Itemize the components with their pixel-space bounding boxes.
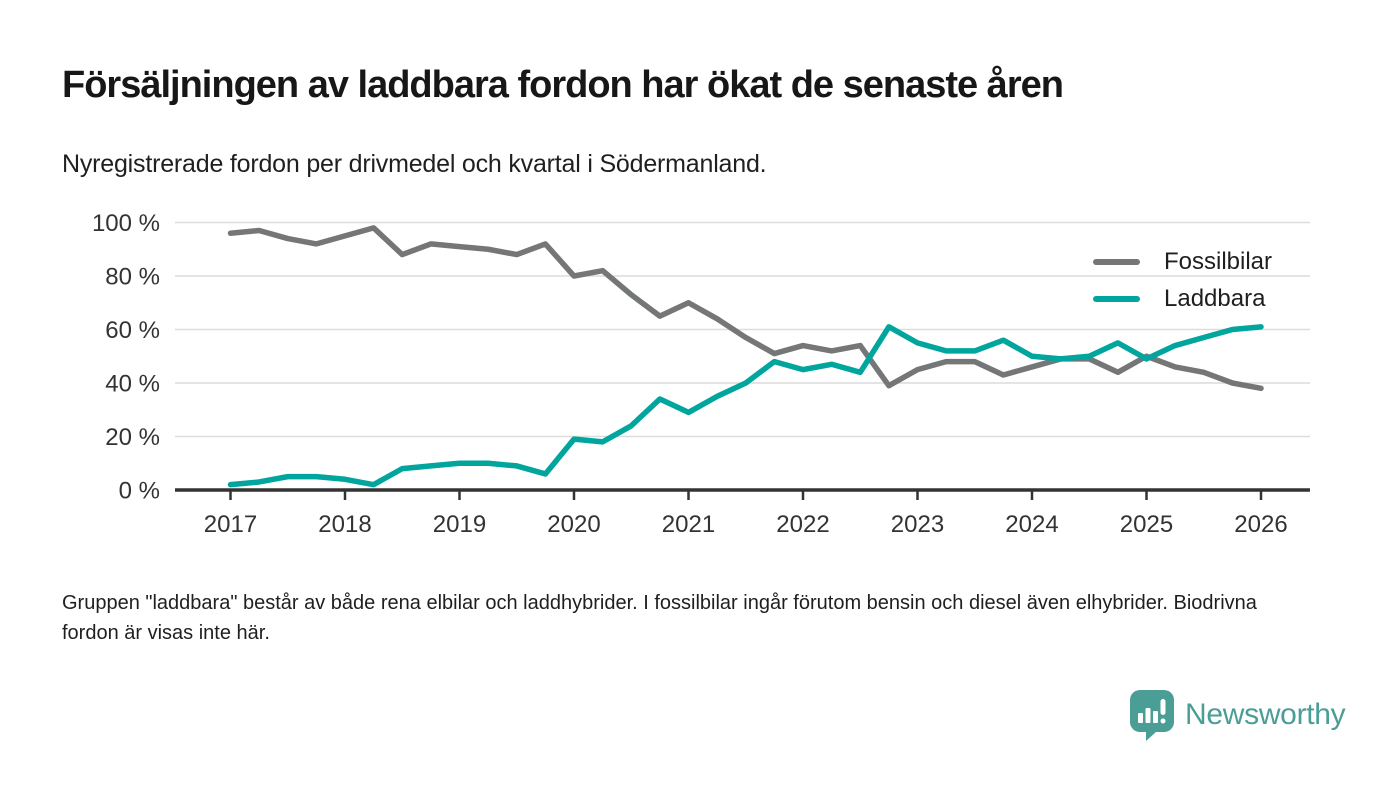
x-axis-label: 2026 <box>1234 511 1288 538</box>
legend-label-laddbara: Laddbara <box>1164 285 1266 312</box>
x-axis-label: 2022 <box>776 511 830 538</box>
newsworthy-logo <box>1126 688 1345 742</box>
y-axis-label: 20 % <box>105 424 160 451</box>
legend-swatch-fossilbilar <box>1093 259 1140 265</box>
x-axis-label: 2025 <box>1119 511 1174 538</box>
y-axis-label: 0 % <box>118 477 160 505</box>
chart-title: Försäljningen av laddbara fordon har ökat de senaste åren <box>62 64 1063 106</box>
footer-note: Gruppen "laddbara" består av både rena elbilar och laddhybrider. I fossilbilar ingår förutom bensin och diesel även elhybrider. Biodrivna fordon är visas inte här. <box>62 592 1257 644</box>
x-axis-label: 2018 <box>318 511 372 538</box>
legend-item-fossilbilar <box>1093 243 1272 280</box>
series-line-laddbara <box>231 327 1262 485</box>
x-axis-label: 2017 <box>203 511 258 538</box>
y-axis-label: 60 % <box>105 317 160 344</box>
x-axis-label: 2021 <box>661 511 716 538</box>
x-axis-label: 2019 <box>432 511 487 538</box>
logo-bubble-icon <box>1126 688 1176 742</box>
y-axis-label: 100 % <box>91 210 160 237</box>
logo-wordmark: Newsworthy <box>1185 698 1346 731</box>
legend-swatch-laddbara <box>1093 296 1140 302</box>
legend-item-laddbara <box>1093 280 1272 317</box>
x-axis-label: 2024 <box>1005 511 1059 538</box>
y-axis-label: 40 % <box>105 370 160 398</box>
chart-subtitle: Nyregistrerade fordon per drivmedel och kvartal i Södermanland. <box>62 150 767 178</box>
legend-label-fossilbilar: Fossilbilar <box>1164 248 1273 275</box>
x-axis-label: 2023 <box>890 511 945 538</box>
x-axis-label: 2020 <box>547 511 601 538</box>
chart-legend <box>1093 243 1272 317</box>
y-axis-label: 80 % <box>105 263 160 291</box>
